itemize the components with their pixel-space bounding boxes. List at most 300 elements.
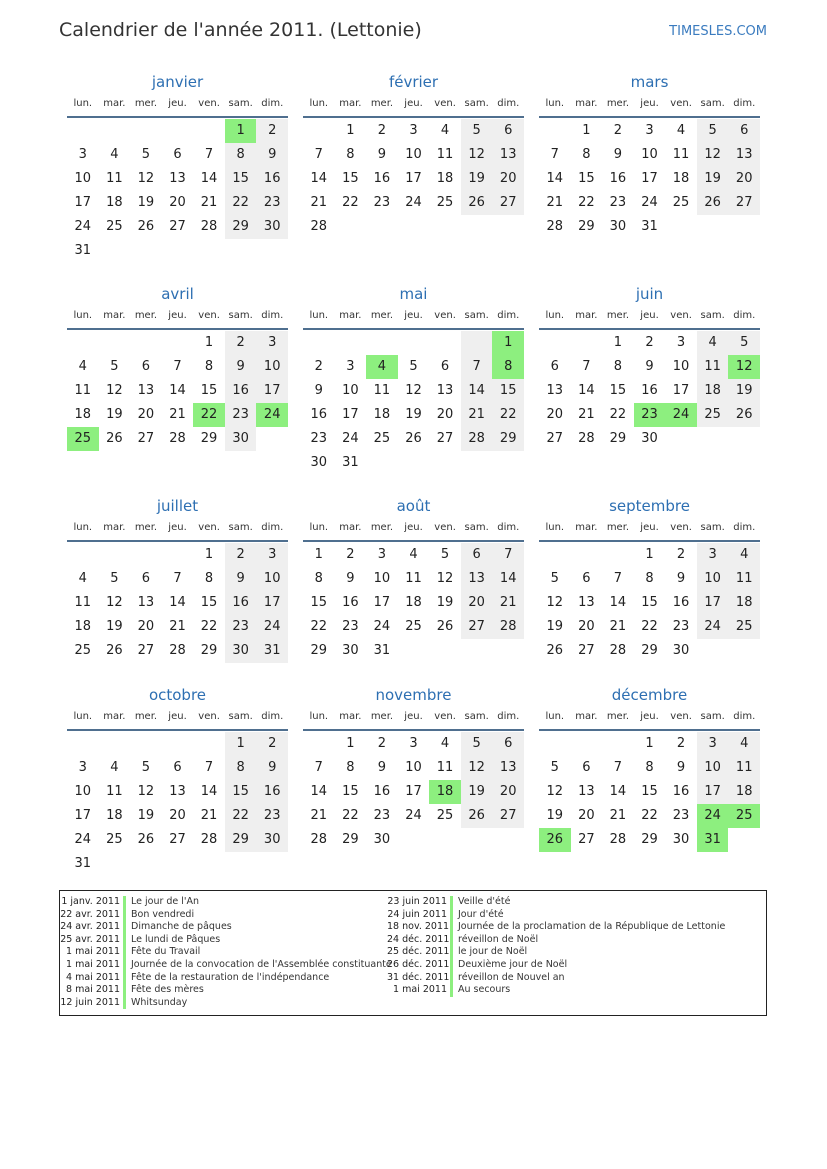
day-cell: 4 xyxy=(366,355,398,379)
day-cell: 30 xyxy=(342,643,359,658)
day-cell: 21 xyxy=(546,195,564,210)
legend-holiday-name: Bon vendredi xyxy=(131,908,195,920)
day-cell: 3 xyxy=(697,732,729,756)
day-cell: 8 xyxy=(613,359,623,374)
empty-cell xyxy=(130,239,162,263)
day-cell: 18 xyxy=(373,407,391,422)
day-grid xyxy=(67,543,288,663)
day-cell: 30 xyxy=(310,455,328,470)
day-cell: 11 xyxy=(728,567,760,591)
day-cell: 25 xyxy=(672,195,690,210)
day-cell: 28 xyxy=(310,832,328,847)
day-cell: 11 xyxy=(436,760,454,775)
day-cell: 9 xyxy=(225,567,257,591)
weekday-label: sam. xyxy=(700,310,725,321)
empty-cell xyxy=(539,732,571,756)
day-cell: 1 xyxy=(204,335,214,350)
day-cell: 15 xyxy=(200,383,218,398)
day-cell: 9 xyxy=(346,571,355,586)
weekday-label: mer. xyxy=(370,711,394,722)
day-cell: 14 xyxy=(546,171,564,186)
legend-holiday-name: Fête des mères xyxy=(131,984,204,996)
weekday-label: ven. xyxy=(198,310,220,321)
weekday-label: jeu. xyxy=(168,310,187,321)
legend-date: 4 mai 2011 xyxy=(66,971,120,983)
day-cell: 23 xyxy=(373,195,391,210)
day-cell: 24 xyxy=(256,403,288,427)
weekday-label: mer. xyxy=(606,711,630,722)
weekday-label: mar. xyxy=(339,98,362,109)
day-cell: 23 xyxy=(256,191,288,215)
weekday-label: jeu. xyxy=(168,98,187,109)
day-cell: 31 xyxy=(256,639,288,663)
day-cell: 11 xyxy=(436,147,454,162)
empty-cell xyxy=(99,732,131,756)
day-cell: 13 xyxy=(728,143,760,167)
day-cell: 25 xyxy=(697,403,729,427)
legend-date: 1 mai 2011 xyxy=(393,984,447,996)
day-cell: 28 xyxy=(492,615,524,639)
month-name: avril xyxy=(161,285,194,303)
empty-cell xyxy=(539,543,571,567)
day-cell: 26 xyxy=(539,828,571,852)
day-cell: 23 xyxy=(672,808,690,823)
day-cell: 28 xyxy=(609,643,627,658)
day-cell: 21 xyxy=(609,808,627,823)
day-cell: 30 xyxy=(256,828,288,852)
day-cell: 14 xyxy=(461,379,493,403)
day-cell: 18 xyxy=(436,171,454,186)
day-cell: 8 xyxy=(225,143,257,167)
weekday-header xyxy=(303,308,524,330)
day-cell: 7 xyxy=(314,147,323,162)
day-cell: 23 xyxy=(225,615,257,639)
legend-holiday-name: Fête de la restauration de l'indépendance xyxy=(131,971,330,983)
weekday-label: mer. xyxy=(370,310,394,321)
month-block xyxy=(539,496,760,663)
legend-row xyxy=(60,972,392,985)
day-cell: 10 xyxy=(697,756,729,780)
day-cell: 15 xyxy=(200,595,218,610)
empty-cell xyxy=(429,451,461,475)
page-title: Calendrier de l'année 2011. (Lettonie) xyxy=(59,19,422,41)
weekday-label: mar. xyxy=(103,98,126,109)
day-cell: 20 xyxy=(169,195,186,210)
day-cell: 25 xyxy=(436,808,454,823)
day-cell: 24 xyxy=(665,403,697,427)
day-cell: 19 xyxy=(546,619,564,634)
day-cell: 12 xyxy=(436,571,454,586)
day-cell: 17 xyxy=(672,383,690,398)
day-cell: 11 xyxy=(106,784,123,799)
day-cell: 16 xyxy=(225,591,257,615)
day-cell: 13 xyxy=(578,595,595,610)
day-cell: 22 xyxy=(225,191,257,215)
day-cell: 3 xyxy=(256,331,288,355)
empty-cell xyxy=(461,331,493,355)
empty-cell xyxy=(256,427,288,451)
weekday-label: dim. xyxy=(497,711,520,722)
day-cell: 22 xyxy=(641,619,658,634)
day-grid xyxy=(67,331,288,451)
day-cell: 13 xyxy=(546,383,564,398)
weekday-header xyxy=(539,96,760,118)
empty-cell xyxy=(492,639,524,663)
day-cell: 29 xyxy=(492,427,524,451)
day-cell: 24 xyxy=(405,808,422,823)
day-cell: 22 xyxy=(225,804,257,828)
day-cell: 15 xyxy=(342,784,359,799)
day-cell: 10 xyxy=(74,171,92,186)
day-cell: 7 xyxy=(173,359,182,374)
day-cell: 17 xyxy=(342,407,359,422)
day-cell: 9 xyxy=(645,359,654,374)
weekday-label: dim. xyxy=(497,522,520,533)
legend-date: 23 juin 2011 xyxy=(387,896,447,907)
day-cell: 26 xyxy=(436,619,454,634)
day-cell: 24 xyxy=(256,615,288,639)
weekday-label: dim. xyxy=(733,522,756,533)
day-cell: 30 xyxy=(373,832,391,847)
day-cell: 6 xyxy=(492,732,524,756)
day-cell: 5 xyxy=(697,119,729,143)
day-cell: 16 xyxy=(225,379,257,403)
empty-cell xyxy=(99,543,131,567)
day-cell: 4 xyxy=(78,571,87,586)
day-grid xyxy=(303,543,524,663)
day-cell: 31 xyxy=(373,643,391,658)
day-cell: 29 xyxy=(225,828,257,852)
site-link[interactable]: TIMESLES.COM xyxy=(669,24,767,39)
day-cell: 16 xyxy=(609,171,627,186)
weekday-label: sam. xyxy=(228,98,253,109)
legend-row xyxy=(387,972,725,985)
day-cell: 19 xyxy=(137,195,155,210)
empty-cell xyxy=(398,331,430,355)
legend-date: 12 juin 2011 xyxy=(60,996,120,1008)
empty-cell xyxy=(602,543,634,567)
weekday-label: dim. xyxy=(497,98,520,109)
day-cell: 1 xyxy=(346,736,355,751)
day-cell: 20 xyxy=(137,407,155,422)
empty-cell xyxy=(728,427,760,451)
empty-cell xyxy=(697,639,729,663)
day-cell: 13 xyxy=(137,595,155,610)
empty-cell xyxy=(492,828,524,852)
legend-column-right xyxy=(387,896,725,997)
weekday-label: ven. xyxy=(198,98,220,109)
legend-row xyxy=(60,934,392,947)
legend-holiday-name: Le jour de l'An xyxy=(131,896,200,907)
day-cell: 18 xyxy=(74,619,92,634)
day-cell: 23 xyxy=(672,619,690,634)
day-cell: 3 xyxy=(676,335,686,350)
day-cell: 25 xyxy=(373,431,391,446)
day-cell: 29 xyxy=(200,643,218,658)
day-cell: 26 xyxy=(697,191,729,215)
day-cell: 17 xyxy=(641,171,658,186)
legend-holiday-name: Au secours xyxy=(458,984,511,996)
day-cell: 7 xyxy=(204,147,214,162)
day-cell: 28 xyxy=(461,427,493,451)
day-cell: 14 xyxy=(169,595,186,610)
weekday-label: mer. xyxy=(370,98,394,109)
weekday-label: mer. xyxy=(134,310,158,321)
weekday-label: lun. xyxy=(545,98,565,109)
empty-cell xyxy=(571,331,603,355)
day-cell: 8 xyxy=(225,756,257,780)
day-cell: 20 xyxy=(492,167,524,191)
day-cell: 26 xyxy=(546,643,564,658)
weekday-label: ven. xyxy=(670,310,692,321)
day-cell: 12 xyxy=(461,143,493,167)
empty-cell xyxy=(193,119,225,143)
day-cell: 11 xyxy=(74,595,92,610)
day-cell: 4 xyxy=(440,123,450,138)
day-cell: 11 xyxy=(74,383,92,398)
day-cell: 27 xyxy=(578,643,595,658)
day-cell: 29 xyxy=(609,431,627,446)
weekday-label: lun. xyxy=(73,711,93,722)
day-cell: 2 xyxy=(377,736,387,751)
day-cell: 15 xyxy=(342,171,359,186)
weekday-label: jeu. xyxy=(640,310,659,321)
weekday-label: mer. xyxy=(134,98,158,109)
day-grid xyxy=(539,732,760,852)
holiday-marker xyxy=(450,934,453,947)
day-cell: 5 xyxy=(461,732,493,756)
day-cell: 6 xyxy=(141,359,151,374)
day-cell: 22 xyxy=(641,808,658,823)
legend-date: 26 déc. 2011 xyxy=(387,958,450,970)
legend-row xyxy=(387,909,725,922)
day-cell: 21 xyxy=(310,808,328,823)
empty-cell xyxy=(492,215,524,239)
empty-cell xyxy=(303,119,335,143)
empty-cell xyxy=(461,828,493,852)
legend-date: 1 mai 2011 xyxy=(66,946,120,958)
day-cell: 29 xyxy=(578,219,595,234)
day-cell: 9 xyxy=(613,147,623,162)
day-cell: 7 xyxy=(173,571,182,586)
day-cell: 4 xyxy=(676,123,686,138)
weekday-label: lun. xyxy=(73,310,93,321)
day-cell: 14 xyxy=(200,171,218,186)
day-cell: 5 xyxy=(141,760,151,775)
day-cell: 17 xyxy=(74,195,92,210)
day-cell: 22 xyxy=(310,619,328,634)
month-block xyxy=(67,496,288,663)
empty-cell xyxy=(162,543,194,567)
day-cell: 23 xyxy=(342,619,359,634)
day-cell: 27 xyxy=(137,431,155,446)
legend-date: 25 avr. 2011 xyxy=(60,933,120,945)
day-cell: 10 xyxy=(405,760,422,775)
day-cell: 1 xyxy=(346,123,355,138)
day-cell: 28 xyxy=(546,219,564,234)
empty-cell xyxy=(193,852,225,876)
day-cell: 1 xyxy=(645,547,654,562)
empty-cell xyxy=(99,119,131,143)
empty-cell xyxy=(398,639,430,663)
day-cell: 4 xyxy=(440,736,450,751)
legend-holiday-name: Journée de la convocation de l'Assemblée constituante xyxy=(131,958,392,970)
day-cell: 2 xyxy=(225,331,257,355)
empty-cell xyxy=(665,427,697,451)
day-cell: 22 xyxy=(200,619,218,634)
weekday-label: jeu. xyxy=(404,310,423,321)
weekday-label: mar. xyxy=(575,310,598,321)
day-cell: 2 xyxy=(676,547,686,562)
day-cell: 11 xyxy=(405,571,422,586)
empty-cell xyxy=(429,828,461,852)
day-cell: 15 xyxy=(641,595,658,610)
day-cell: 27 xyxy=(546,431,564,446)
day-cell: 19 xyxy=(697,167,729,191)
day-cell: 15 xyxy=(578,171,595,186)
day-cell: 11 xyxy=(728,756,760,780)
day-cell: 14 xyxy=(200,784,218,799)
day-cell: 6 xyxy=(582,571,591,586)
empty-cell xyxy=(366,215,398,239)
day-cell: 26 xyxy=(106,431,123,446)
day-cell: 3 xyxy=(697,543,729,567)
day-grid xyxy=(67,732,288,876)
empty-cell xyxy=(256,852,288,876)
day-cell: 12 xyxy=(546,784,564,799)
day-cell: 17 xyxy=(405,171,422,186)
day-cell: 19 xyxy=(461,167,493,191)
day-cell: 17 xyxy=(74,808,92,823)
day-cell: 20 xyxy=(137,619,155,634)
day-cell: 30 xyxy=(225,639,257,663)
weekday-header xyxy=(67,96,288,118)
day-cell: 7 xyxy=(314,760,323,775)
day-cell: 4 xyxy=(409,547,418,562)
empty-cell xyxy=(130,543,162,567)
day-cell: 19 xyxy=(106,407,123,422)
empty-cell xyxy=(130,732,162,756)
empty-cell xyxy=(697,427,729,451)
weekday-label: sam. xyxy=(700,522,725,533)
empty-cell xyxy=(130,852,162,876)
day-cell: 10 xyxy=(672,359,690,374)
empty-cell xyxy=(162,732,194,756)
day-cell: 11 xyxy=(373,383,391,398)
day-cell: 29 xyxy=(641,832,658,847)
day-cell: 10 xyxy=(256,355,288,379)
empty-cell xyxy=(225,239,257,263)
day-cell: 20 xyxy=(578,808,595,823)
day-cell: 13 xyxy=(461,567,493,591)
day-cell: 9 xyxy=(676,571,686,586)
day-cell: 16 xyxy=(672,595,690,610)
weekday-label: dim. xyxy=(261,310,284,321)
day-cell: 25 xyxy=(405,619,422,634)
holiday-marker xyxy=(123,896,126,909)
legend-row xyxy=(60,997,392,1010)
day-cell: 4 xyxy=(728,732,760,756)
weekday-header xyxy=(303,520,524,542)
day-cell: 6 xyxy=(492,119,524,143)
weekday-label: ven. xyxy=(434,98,456,109)
day-cell: 6 xyxy=(550,359,559,374)
weekday-label: sam. xyxy=(464,98,489,109)
day-cell: 17 xyxy=(373,595,391,610)
legend-holiday-name: Journée de la proclamation de la République de Lettonie xyxy=(458,921,726,933)
day-cell: 30 xyxy=(672,643,690,658)
day-cell: 28 xyxy=(310,219,328,234)
weekday-label: lun. xyxy=(545,310,565,321)
day-cell: 27 xyxy=(492,804,524,828)
weekday-label: jeu. xyxy=(404,98,423,109)
day-cell: 7 xyxy=(461,355,493,379)
day-cell: 31 xyxy=(641,219,658,234)
legend-row xyxy=(60,896,392,909)
day-cell: 25 xyxy=(728,615,760,639)
day-cell: 20 xyxy=(461,591,493,615)
day-cell: 20 xyxy=(492,780,524,804)
holiday-marker xyxy=(123,934,126,947)
day-cell: 23 xyxy=(634,403,666,427)
weekday-label: lun. xyxy=(309,522,329,533)
day-cell: 23 xyxy=(609,195,627,210)
day-cell: 13 xyxy=(578,784,595,799)
day-cell: 27 xyxy=(169,832,186,847)
legend-row xyxy=(60,984,392,997)
day-cell: 29 xyxy=(342,832,359,847)
day-cell: 2 xyxy=(346,547,355,562)
weekday-label: dim. xyxy=(261,98,284,109)
empty-cell xyxy=(429,331,461,355)
weekday-label: sam. xyxy=(228,310,253,321)
day-cell: 5 xyxy=(461,119,493,143)
day-grid xyxy=(303,119,524,239)
weekday-label: jeu. xyxy=(640,711,659,722)
day-cell: 5 xyxy=(110,571,119,586)
weekday-label: jeu. xyxy=(640,98,659,109)
weekday-header xyxy=(303,709,524,731)
day-cell: 22 xyxy=(342,808,359,823)
day-cell: 18 xyxy=(697,379,729,403)
day-cell: 12 xyxy=(546,595,564,610)
legend-date: 18 nov. 2011 xyxy=(387,921,450,933)
legend-row xyxy=(60,946,392,959)
day-grid xyxy=(539,119,760,239)
day-cell: 8 xyxy=(204,359,214,374)
day-cell: 19 xyxy=(461,780,493,804)
weekday-label: sam. xyxy=(700,711,725,722)
weekday-label: ven. xyxy=(198,522,220,533)
day-cell: 21 xyxy=(200,195,218,210)
legend-holiday-name: Le lundi de Pâques xyxy=(131,933,221,945)
day-cell: 4 xyxy=(110,760,119,775)
weekday-header xyxy=(67,308,288,330)
weekday-label: ven. xyxy=(670,711,692,722)
weekday-label: ven. xyxy=(198,711,220,722)
day-cell: 11 xyxy=(106,171,123,186)
day-cell: 24 xyxy=(697,615,729,639)
legend-row xyxy=(387,896,725,909)
day-cell: 16 xyxy=(641,383,658,398)
month-block xyxy=(67,72,288,263)
empty-cell xyxy=(366,451,398,475)
day-cell: 19 xyxy=(728,379,760,403)
day-cell: 1 xyxy=(225,732,257,756)
day-cell: 22 xyxy=(342,195,359,210)
holiday-marker xyxy=(450,946,453,959)
weekday-label: lun. xyxy=(73,522,93,533)
